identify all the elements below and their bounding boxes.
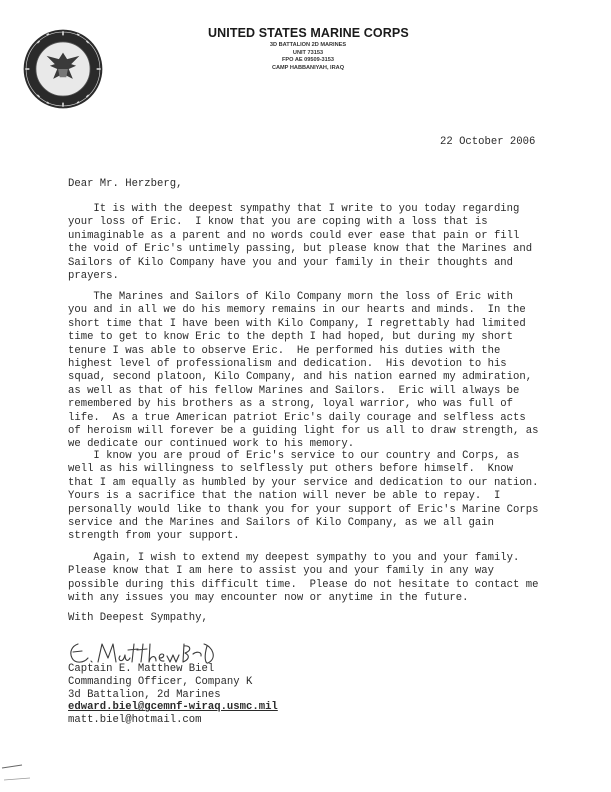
text-line: that I am equally as humbled by your service and dedication to our nation.: [68, 476, 539, 489]
signer-unit: 3d Battalion, 2d Marines: [68, 688, 221, 701]
text-line: It is with the deepest sympathy that I write to you today regarding: [68, 203, 520, 215]
text-line: I know you are proud of Eric's service to our country and Corps, as: [68, 450, 520, 462]
body-paragraph-2: [68, 291, 568, 452]
signer-title: Commanding Officer, Company K: [68, 675, 253, 688]
text-line: personally would like to thank you for your support of Eric's Marine Corps: [68, 503, 539, 516]
text-line: we dedicate our continued work to his memory.: [68, 438, 355, 451]
text-line: as well as that of his fellow Marines and Sailors. Eric will always be: [68, 384, 520, 397]
text-line: well as his willingness to selflessly put others before himself. Know: [68, 463, 514, 476]
text-line: strength from your support.: [68, 530, 240, 543]
text-line: of heroism will forever be a guiding light for us all to draw strength, as: [68, 425, 539, 438]
text-line: Sailors of Kilo Company have you and your family in their thoughts and: [68, 256, 514, 269]
signer-email-primary[interactable]: edward.biel@gcemnf-wiraq.usmc.mil: [68, 701, 278, 714]
signature-block: [68, 663, 278, 727]
letter-date: 22 October 2006: [440, 136, 536, 148]
letterhead-address: [208, 42, 408, 72]
letterhead-line: FPO AE 09509-3153: [281, 57, 335, 64]
text-line: possible during this difficult time. Please do not hesitate to contact me: [68, 578, 539, 591]
text-line: highest level of professionalism and dedication. His devotion to his: [68, 358, 507, 371]
text-line: your loss of Eric. I know that you are coping with a loss that is: [68, 216, 488, 229]
text-line: short time that I have been with Kilo Company, I regrettably had limited: [68, 317, 526, 330]
dod-seal-icon: [22, 28, 104, 110]
signer-name: Captain E. Matthew Biel: [68, 663, 215, 675]
body-paragraph-1: [68, 203, 568, 283]
letterhead-line: UNIT 73153: [292, 49, 324, 56]
body-paragraph-3: [68, 450, 568, 544]
text-line: with any issues you may encounter now or anytime in the future.: [68, 592, 469, 605]
text-line: the void of Eric's untimely passing, but please know that the Marines and: [68, 243, 533, 256]
text-line: time to get to know Eric to the depth I had hoped, but during my short: [68, 331, 514, 344]
closing: With Deepest Sympathy,: [68, 612, 208, 624]
text-line: Yours is a sacrifice that the nation will never be able to repay. I: [68, 490, 501, 503]
text-line: unimaginable as a parent and no words could ever ease that pain or fill: [68, 229, 520, 242]
text-line: service and the Marines and Sailors of Kilo Company, as we all gain: [68, 517, 494, 530]
text-line: prayers.: [68, 270, 119, 283]
text-line: squad, second platoon, Kilo Company, and his nation earned my admiration,: [68, 371, 533, 384]
salutation: Dear Mr. Herzberg,: [68, 178, 183, 190]
letterhead-title: UNITED STATES MARINE CORPS: [208, 26, 409, 40]
text-line: you and in all we do his memory remains in our hearts and minds. In the: [68, 304, 526, 317]
letterhead-line: 3D BATTALION 2D MARINES: [269, 42, 347, 48]
text-line: Please know that I am here to assist you and your family in any way: [68, 565, 494, 578]
text-line: life. As a true American patriot Eric's daily courage and selfless acts: [68, 411, 526, 424]
body-paragraph-4: [68, 552, 568, 606]
letterhead-line: CAMP HABBANIYAH, IRAQ: [271, 64, 345, 71]
signer-email-secondary[interactable]: matt.biel@hotmail.com: [68, 714, 202, 727]
text-line: tenure I was able to observe Eric. He performed his duties with the: [68, 344, 501, 357]
text-line: The Marines and Sailors of Kilo Company morn the loss of Eric with: [68, 291, 514, 303]
scan-artifact: [0, 760, 40, 790]
text-line: remembered by his brothers as a strong, loyal warrior, who was full of: [68, 398, 514, 411]
text-line: Again, I wish to extend my deepest sympathy to you and your family.: [68, 552, 520, 564]
